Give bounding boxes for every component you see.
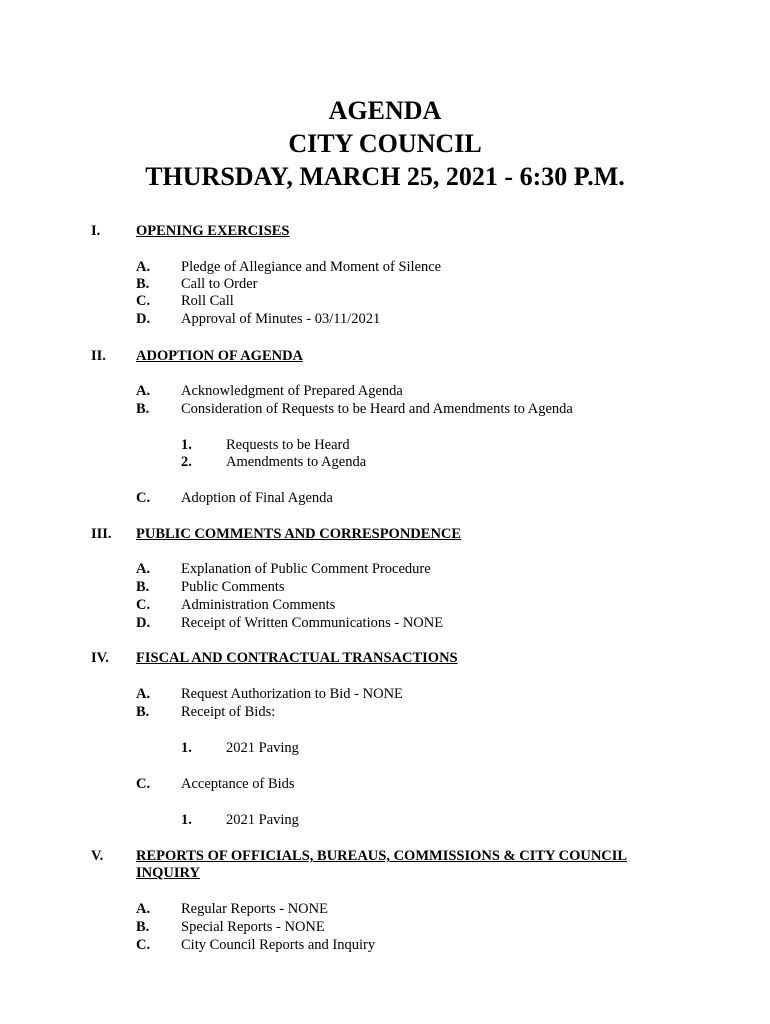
item-letter: C. bbox=[136, 597, 151, 613]
section-title: OPENING EXERCISES bbox=[136, 223, 290, 239]
item-text: Adoption of Final Agenda bbox=[181, 490, 333, 506]
item-text: Administration Comments bbox=[181, 597, 336, 613]
item-letter: B. bbox=[136, 579, 150, 595]
item-text: Roll Call bbox=[181, 293, 234, 309]
item-text: Approval of Minutes - 03/11/2021 bbox=[181, 311, 381, 327]
sub-item-number: 1. bbox=[181, 812, 192, 828]
section-title: PUBLIC COMMENTS AND CORRESPONDENCE bbox=[136, 526, 462, 542]
sub-item-text: 2021 Paving bbox=[226, 740, 299, 756]
title-line-city-council: CITY COUNCIL bbox=[288, 129, 482, 158]
item-text: Pledge of Allegiance and Moment of Silence bbox=[181, 259, 442, 275]
item-letter: C. bbox=[136, 937, 151, 953]
item-letter: C. bbox=[136, 776, 151, 792]
item-text: Consideration of Requests to be Heard and Amendments to Agenda bbox=[181, 401, 573, 417]
item-letter: B. bbox=[136, 919, 150, 935]
item-letter: A. bbox=[136, 901, 151, 917]
item-letter: A. bbox=[136, 561, 151, 577]
item-letter: A. bbox=[136, 383, 151, 399]
item-letter: C. bbox=[136, 490, 151, 506]
sub-item-number: 1. bbox=[181, 437, 192, 453]
sub-item-text: Requests to be Heard bbox=[226, 437, 350, 453]
item-letter: B. bbox=[136, 401, 150, 417]
agenda-title bbox=[0, 94, 770, 193]
item-text: Receipt of Bids: bbox=[181, 704, 276, 720]
item-text: City Council Reports and Inquiry bbox=[181, 937, 376, 953]
section-number: II. bbox=[91, 348, 106, 364]
sub-item-text: Amendments to Agenda bbox=[226, 454, 367, 470]
item-text: Regular Reports - NONE bbox=[181, 901, 328, 917]
section-title-line1: REPORTS OF OFFICIALS, BUREAUS, COMMISSIONS & CITY COUNCIL bbox=[136, 848, 628, 864]
title-line-date: THURSDAY, MARCH 25, 2021 - 6:30 P.M. bbox=[145, 162, 625, 191]
item-letter: B. bbox=[136, 704, 150, 720]
item-text: Public Comments bbox=[181, 579, 285, 595]
section-title: FISCAL AND CONTRACTUAL TRANSACTIONS bbox=[136, 650, 458, 666]
section-number: V. bbox=[91, 848, 104, 864]
title-line-agenda: AGENDA bbox=[328, 96, 442, 125]
item-letter: A. bbox=[136, 259, 151, 275]
item-letter: D. bbox=[136, 311, 151, 327]
section-number: III. bbox=[91, 526, 112, 542]
item-text: Receipt of Written Communications - NONE bbox=[181, 615, 444, 631]
item-letter: D. bbox=[136, 615, 151, 631]
sub-item-text: 2021 Paving bbox=[226, 812, 299, 828]
section-number: IV. bbox=[91, 650, 109, 666]
item-letter: B. bbox=[136, 276, 150, 292]
sub-item-number: 2. bbox=[181, 454, 192, 470]
section-title: ADOPTION OF AGENDA bbox=[136, 348, 304, 364]
item-text: Acceptance of Bids bbox=[181, 776, 295, 792]
item-text: Call to Order bbox=[181, 276, 258, 292]
item-text: Request Authorization to Bid - NONE bbox=[181, 686, 403, 702]
item-letter: A. bbox=[136, 686, 151, 702]
item-letter: C. bbox=[136, 293, 151, 309]
item-text: Special Reports - NONE bbox=[181, 919, 325, 935]
item-text: Explanation of Public Comment Procedure bbox=[181, 561, 431, 577]
sub-item-number: 1. bbox=[181, 740, 192, 756]
section-title-line2: INQUIRY bbox=[136, 865, 200, 881]
section-number: I. bbox=[91, 223, 101, 239]
item-text: Acknowledgment of Prepared Agenda bbox=[181, 383, 403, 399]
